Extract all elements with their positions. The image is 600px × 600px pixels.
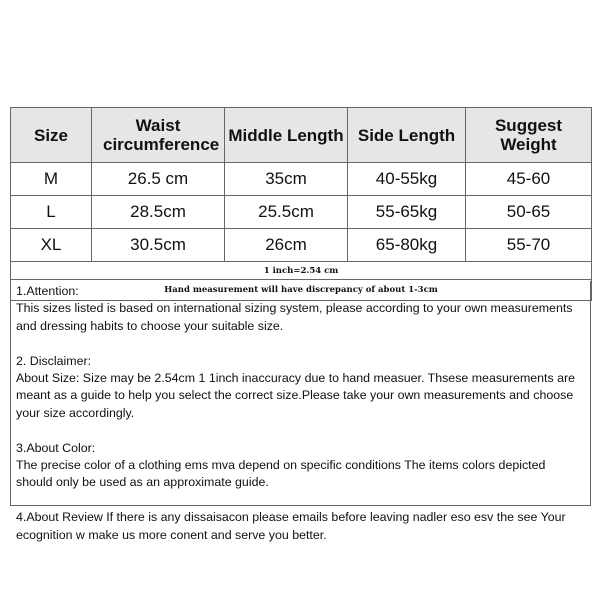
section-color (16, 440, 585, 492)
cell: 28.5cm (92, 196, 225, 229)
section-attention (16, 283, 585, 335)
section-body: This sizes listed is based on international sizing system, please according to your own measurements and dressing habits to choose your suitable size. (16, 301, 573, 333)
cell: 65-80kg (348, 229, 466, 262)
section-body: 4.About Review If there is any dissaisacon please emails before leaving nadler eso esv the see Your ecognition w make us more conent and serve you better. (16, 510, 566, 542)
section-body: The precise color of a clothing ems mva depend on specific conditions The items colors depicted should only be used as an approximate guide. (16, 458, 546, 490)
notes-box (10, 281, 591, 542)
cell: 50-65 (466, 196, 592, 229)
size-chart-table (10, 107, 592, 301)
header-weight-label: Suggest Weight (494, 116, 563, 154)
inch-note: 1 inch=2.54 cm (11, 262, 592, 280)
section-title: 2. Disclaimer: (16, 353, 92, 368)
cell: XL (11, 229, 92, 262)
cell: 26cm (225, 229, 348, 262)
header-waist-label: Waist circumference (103, 116, 220, 154)
cell: 26.5 cm (92, 163, 225, 196)
header-suggest-weight (466, 108, 592, 163)
section-review (16, 509, 585, 544)
header-waist (92, 108, 225, 163)
header-middle-length: Middle Length (225, 108, 348, 163)
header-side-length: Side Length (348, 108, 466, 163)
cell: 25.5cm (225, 196, 348, 229)
section-title: 1.Attention: (16, 284, 79, 298)
cell: L (11, 196, 92, 229)
cell: 55-70 (466, 229, 592, 262)
hand-measurement-note: Hand measurement will have discrepancy of about 1-3cm (11, 280, 592, 301)
cell: 30.5cm (92, 229, 225, 262)
table-row (11, 196, 592, 229)
cell: 55-65kg (348, 196, 466, 229)
header-row (11, 108, 592, 163)
cell: 35cm (225, 163, 348, 196)
cell: M (11, 163, 92, 196)
section-disclaimer (16, 353, 585, 423)
section-title: 3.About Color: (16, 440, 96, 455)
cell: 40-55kg (348, 163, 466, 196)
cell: 45-60 (466, 163, 592, 196)
table-row (11, 163, 592, 196)
table-row (11, 229, 592, 262)
inch-note-row (11, 262, 592, 280)
section-body: About Size: Size may be 2.54cm 1 1inch inaccuracy due to hand measuer. Thsese measurements are meant as a guide to help you select the correct size.Please take your own measurements and choose your size accordingly. (16, 371, 576, 420)
header-size: Size (11, 108, 92, 163)
